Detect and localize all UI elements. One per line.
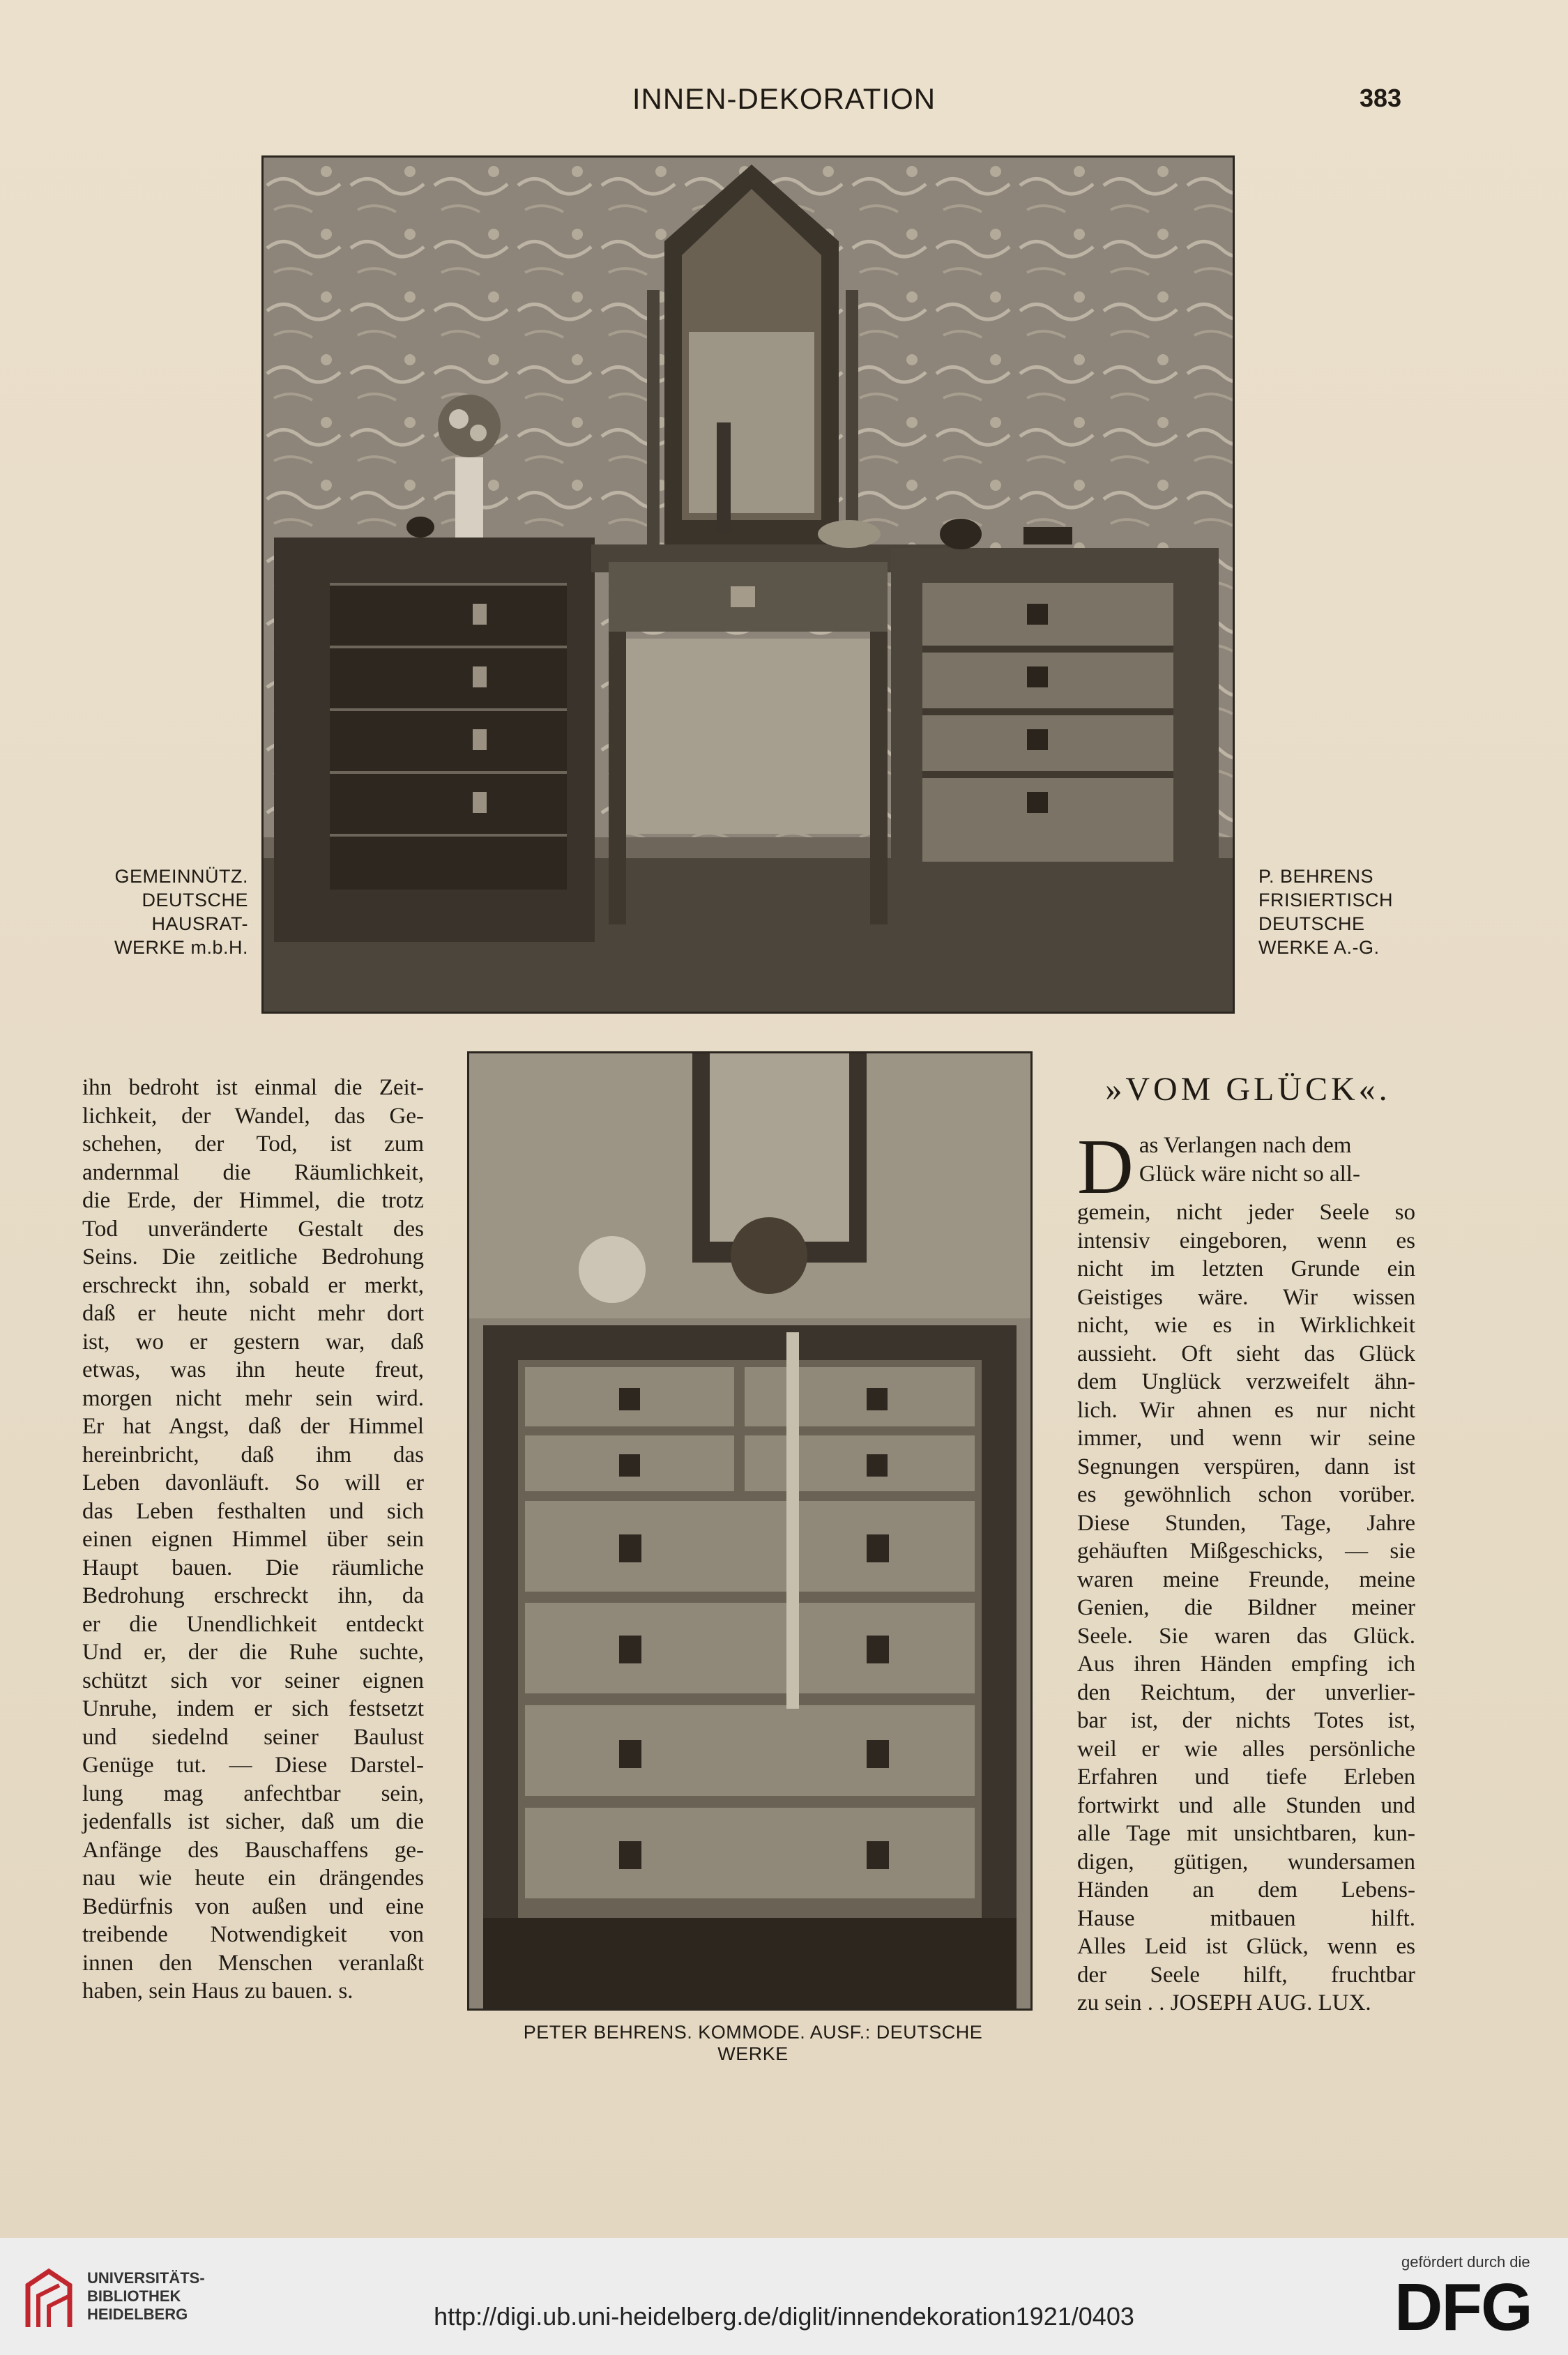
text-line: Händen an dem Lebens- — [1077, 1877, 1415, 1903]
text-line: waren meine Freunde, meine — [1077, 1567, 1415, 1592]
text-line: lich. Wir ahnen es nur nicht — [1077, 1397, 1415, 1423]
text-line: gemein, nicht jeder Seele so — [1077, 1200, 1415, 1225]
text-line: das Leben festhalten und sich — [82, 1498, 424, 1524]
text-line: ihn bedroht ist einmal die Zeit- — [82, 1075, 424, 1100]
text-line: hereinbricht, daß ihm das — [82, 1442, 424, 1468]
text-line: er die Unendlichkeit entdeckt — [82, 1611, 424, 1637]
text-line: as Verlangen nach dem — [1139, 1133, 1352, 1158]
text-line: schehen, der Tod, ist zum — [82, 1131, 424, 1157]
text-line: Genüge tut. — Diese Darstel- — [82, 1753, 424, 1778]
text-line: nau wie heute ein drängendes — [82, 1866, 424, 1891]
text-line: Er hat Angst, daß der Himmel — [82, 1414, 424, 1439]
caption-line: HAUSRAT- — [151, 913, 248, 934]
text-line: dem Unglück verzweifelt ähn- — [1077, 1369, 1415, 1394]
text-line: Bedürfnis von außen und eine — [82, 1893, 424, 1919]
text-line: nicht, wie es in Wirklichkeit — [1077, 1313, 1415, 1338]
text-line: jedenfalls ist sicher, daß um die — [82, 1809, 424, 1834]
text-line: haben, sein Haus zu bauen. s. — [82, 1979, 353, 2004]
text-line: alle Tage mit unsichtbaren, kun- — [1077, 1821, 1415, 1846]
caption-line: FRISIERTISCH — [1258, 890, 1394, 910]
text-line: schützt sich vor seiner eignen — [82, 1668, 424, 1693]
text-line: gehäuften Mißgeschicks, — sie — [1077, 1539, 1415, 1564]
library-footer — [0, 2238, 1568, 2355]
text-line: die Erde, der Himmel, die trotz — [82, 1188, 424, 1213]
funded-by-text: gefördert durch die — [1401, 2253, 1530, 2271]
text-line: Unruhe, indem er sich festsetzt — [82, 1696, 424, 1721]
text-line: intensiv eingeboren, wenn es — [1077, 1228, 1415, 1253]
text-line: Seins. Die zeitliche Bedrohung — [82, 1244, 424, 1270]
text-line: Aus ihren Händen empfing ich — [1077, 1652, 1415, 1677]
caption-line: DEUTSCHE — [1258, 913, 1365, 934]
photo-dressing-table — [261, 155, 1235, 1014]
institution-line: HEIDELBERG — [87, 2306, 188, 2323]
caption-line: DEUTSCHE — [142, 890, 248, 910]
text-line: Erfahren und tiefe Erleben — [1077, 1765, 1415, 1790]
text-line: und siedelnd seiner Baulust — [82, 1724, 424, 1750]
text-line: zu sein . . JOSEPH AUG. LUX. — [1077, 1990, 1371, 2015]
text-line: der Seele hilft, fruchtbar — [1077, 1962, 1415, 1988]
text-line: Und er, der die Ruhe suchte, — [82, 1640, 424, 1665]
text-line: Diese Stunden, Tage, Jahre — [1077, 1510, 1415, 1536]
permalink-url[interactable]: http://digi.ub.uni-heidelberg.de/diglit/innendekoration1921/0403 — [434, 2302, 1134, 2331]
text-line: lichkeit, der Wandel, das Ge- — [82, 1103, 424, 1129]
text-line: andernmal die Räumlichkeit, — [82, 1159, 424, 1185]
text-line: Glück wäre nicht so all- — [1139, 1161, 1360, 1187]
text-line: weil er wie alles persönliche — [1077, 1736, 1415, 1762]
text-line: etwas, was ihn heute freut, — [82, 1357, 424, 1382]
text-line: nicht im letzten Grunde ein — [1077, 1256, 1415, 1281]
page-number: 383 — [1360, 84, 1402, 112]
text-line: morgen nicht mehr sein wird. — [82, 1385, 424, 1411]
text-line: Tod unveränderte Gestalt des — [82, 1216, 424, 1242]
drop-cap: D — [1077, 1124, 1134, 1210]
text-line: Leben davonläuft. So will er — [82, 1470, 424, 1495]
text-line: Hause mitbauen hilft. — [1077, 1905, 1415, 1931]
right-text-column — [1077, 1124, 1415, 2018]
text-line: Segnungen verspüren, dann ist — [1077, 1454, 1415, 1479]
dfg-logo: DFG — [1394, 2270, 1532, 2345]
running-header: INNEN-DEKORATION — [632, 82, 936, 115]
text-line: innen den Menschen veranlaßt — [82, 1950, 424, 1976]
caption-line: WERKE A.-G. — [1258, 937, 1380, 958]
text-line: ist, wo er gestern war, daß — [82, 1329, 424, 1355]
text-line: Geistiges wäre. Wir wissen — [1077, 1284, 1415, 1310]
text-line: daß er heute nicht mehr dort — [82, 1301, 424, 1326]
top-photo-left-caption — [96, 864, 248, 959]
text-line: Anfänge des Bauschaffens ge- — [82, 1837, 424, 1863]
right-text-lines — [1077, 1198, 1415, 2018]
top-photo-right-caption — [1258, 864, 1412, 959]
institution-line: UNIVERSITÄTS- — [87, 2269, 205, 2287]
text-line: Alles Leid ist Glück, wenn es — [1077, 1934, 1415, 1959]
text-line: digen, gütigen, wundersamen — [1077, 1849, 1415, 1875]
text-line: immer, und wenn wir seine — [1077, 1426, 1415, 1451]
bottom-photo-caption: PETER BEHRENS. KOMMODE. AUSF.: DEUTSCHE WERKE — [523, 2022, 983, 2064]
text-line: es gewöhnlich schon vorüber. — [1077, 1482, 1415, 1507]
text-line: Seele. Sie waren das Glück. — [1077, 1623, 1415, 1649]
article-heading: »VOM GLÜCK«. — [1105, 1071, 1391, 1108]
text-line: fortwirkt und alle Stunden und — [1077, 1792, 1415, 1818]
text-line: aussieht. Oft sieht das Glück — [1077, 1341, 1415, 1366]
text-line: Haupt bauen. Die räumliche — [82, 1555, 424, 1580]
text-line: bar ist, der nichts Totes ist, — [1077, 1708, 1415, 1733]
text-line: lung mag anfechtbar sein, — [82, 1781, 424, 1806]
photo-chest-of-drawers — [467, 1051, 1033, 2011]
text-line: einen eignen Himmel über sein — [82, 1527, 424, 1552]
text-line: treibende Notwendigkeit von — [82, 1922, 424, 1947]
text-line: erschreckt ihn, sobald er merkt, — [82, 1272, 424, 1298]
caption-line: P. BEHRENS — [1258, 866, 1374, 887]
caption-line: WERKE m.b.H. — [114, 937, 248, 958]
left-text-column — [82, 1074, 424, 2006]
text-line: Genien, die Bildner meiner — [1077, 1595, 1415, 1620]
institution-line: BIBLIOTHEK — [87, 2287, 181, 2305]
text-line: Bedrohung erschreckt ihn, da — [82, 1583, 424, 1608]
text-line: den Reichtum, der unverlier- — [1077, 1679, 1415, 1705]
caption-line: GEMEINNÜTZ. — [114, 866, 248, 887]
